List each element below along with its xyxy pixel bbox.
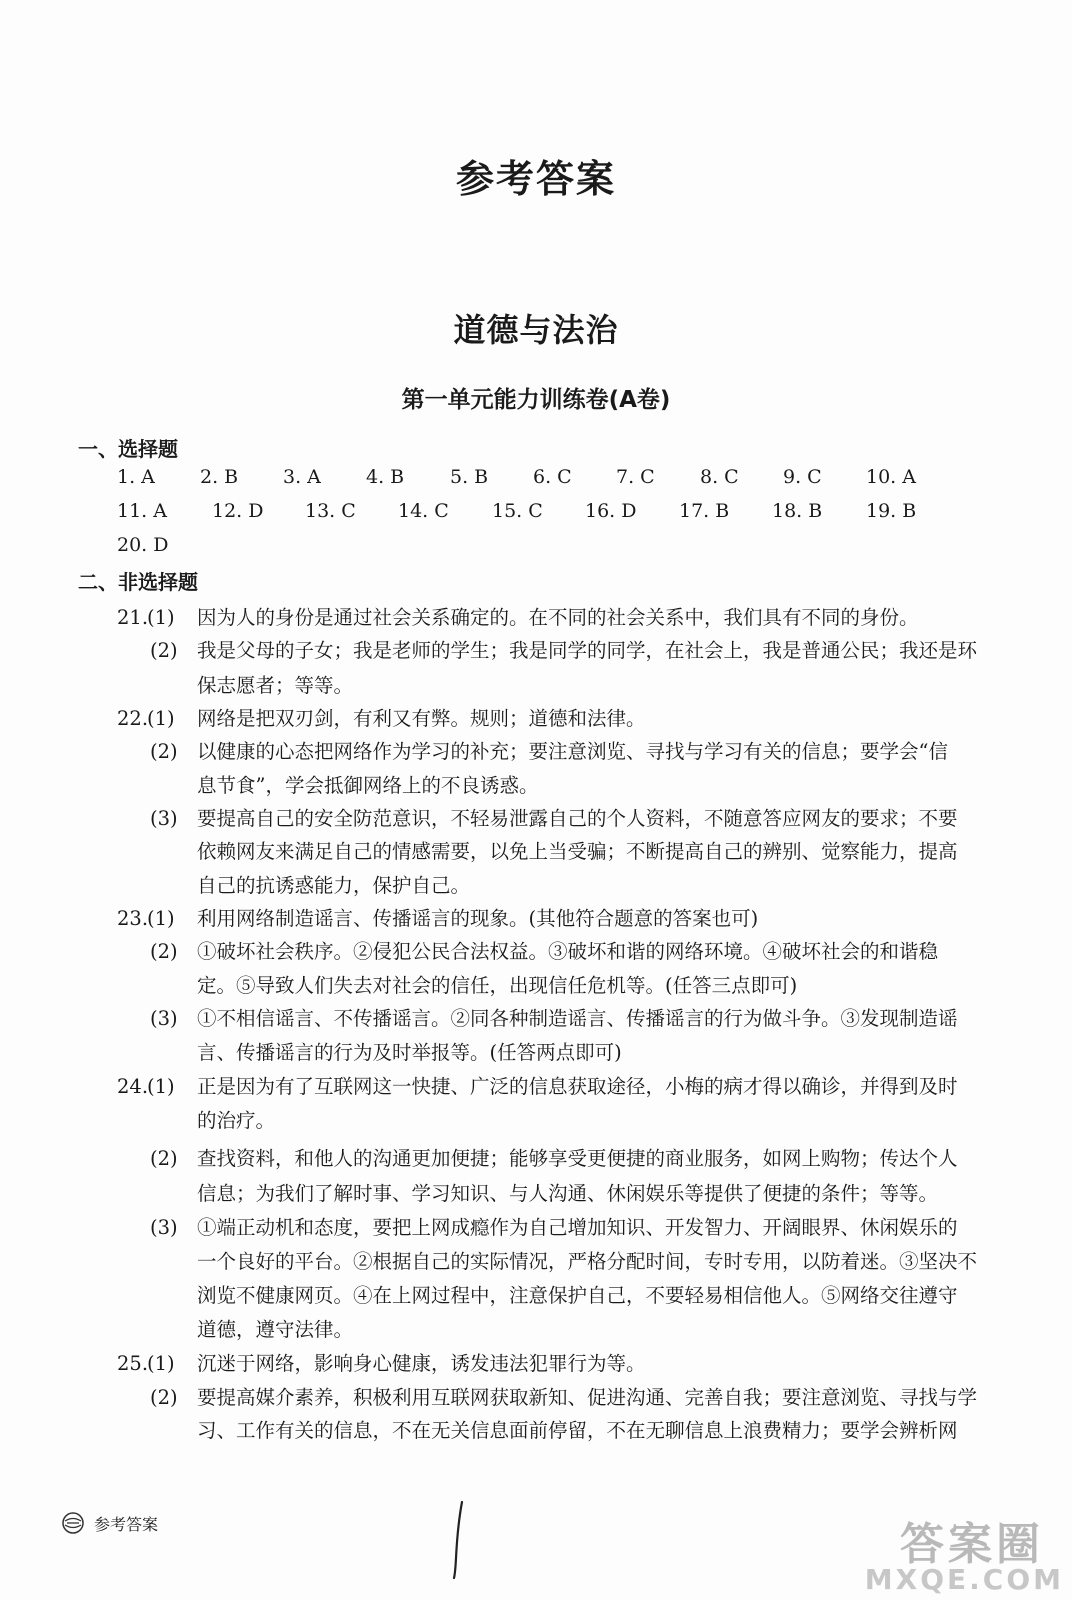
sub-question-number: (3) [150,1007,178,1030]
footer-label: 参考答案 [94,1514,159,1534]
answer-line [0,768,1072,804]
sub-question-number: (2) [150,639,178,662]
answer-text: 信息；为我们了解时事、学习知识、与人沟通、休闲娱乐等提供了便捷的条件；等等。 [197,1182,939,1205]
answer-line [0,701,1072,737]
answer-line [0,1141,1072,1177]
answer-line [0,868,1072,904]
mc-answer: 17. B [679,500,730,522]
question-number: 22. [117,707,149,730]
sub-question-number: (1) [147,1075,175,1098]
watermark-url-text: MXQE.COM [864,1563,1064,1596]
sub-question-number: (3) [150,807,178,830]
sub-question-number: (2) [150,1386,178,1409]
answer-line [0,901,1072,937]
answer-line [0,1244,1072,1280]
answer-text: 道德，遵守法律。 [197,1318,354,1341]
answer-text: 网络是把双刃剑，有利又有弊。规则；道德和法律。 [197,707,646,730]
mc-answer: 3. A [283,466,321,488]
watermark-logo-text: 答案圈 [900,1519,1044,1570]
mc-answer: 1. A [117,466,155,488]
mc-answer: 6. C [533,466,572,488]
answer-text: 言、传播谣言的行为及时举报等。(任答两点即可) [197,1041,622,1064]
answer-line [0,801,1072,837]
subject-title: 道德与法治 [453,311,619,349]
sub-question-number: (2) [150,940,178,963]
answer-line [0,1035,1072,1071]
site-watermark [819,1508,1064,1596]
answer-text: 浏览不健康网页。④在上网过程中，注意保护自己，不要轻易相信他人。⑤网络交往遵守 [197,1284,958,1307]
unit-title: 第一单元能力训练卷(A卷) [401,387,671,413]
page-title: 参考答案 [455,156,616,201]
answer-line [0,834,1072,870]
mc-answer: 14. C [398,500,449,522]
answer-text: 息节食”，学会抵御网络上的不良诱惑。 [197,774,539,797]
answer-line [0,1210,1072,1246]
sub-question-number: (2) [150,1147,178,1170]
answer-text: 习、工作有关的信息，不在无关信息面前停留，不在无聊信息上浪费精力；要学会辨析网 [197,1419,958,1442]
answer-line [0,1001,1072,1037]
handwritten-page-mark [448,1498,468,1580]
answer-line [0,1380,1072,1416]
answer-text: ①端正动机和态度，要把上网成瘾作为自己增加知识、开发智力、开阔眼界、休闲娱乐的 [197,1216,958,1239]
sub-question-number: (2) [150,740,178,763]
answer-text: 定。⑤导致人们失去对社会的信任，出现信任危机等。(任答三点即可) [197,974,798,997]
sub-question-number: (1) [147,707,175,730]
answer-text: ①不相信谣言、不传播谣言。②同各种制造谣言、传播谣言的行为做斗争。③发现制造谣 [197,1007,958,1030]
question-number: 24. [117,1075,149,1098]
mc-answer: 13. C [305,500,356,522]
answer-line [0,1278,1072,1314]
mc-answer: 15. C [492,500,543,522]
sub-question-number: (1) [147,606,175,629]
answer-text: ①破坏社会秩序。②侵犯公民合法权益。③破坏和谐的网络环境。④破坏社会的和谐稳 [197,940,939,963]
page-footer [62,1510,158,1536]
answer-line [0,1312,1072,1348]
mc-answer: 20. D [117,534,169,556]
answer-line [0,1069,1072,1105]
sub-question-number: (1) [147,1352,175,1375]
globe-book-icon [62,1512,84,1534]
question-number: 25. [117,1352,149,1375]
answer-line [0,934,1072,970]
answer-line [0,1103,1072,1139]
answer-text: 依赖网友来满足自己的情感需要，以免上当受骗；不断提高自己的辨别、觉察能力，提高 [197,840,958,863]
section-non-choice-title: 二、非选择题 [78,570,198,594]
mc-answer: 10. A [866,466,916,488]
answer-text: 查找资料，和他人的沟通更加便捷；能够享受更便捷的商业服务，如网上购物；传达个人 [197,1147,958,1170]
answer-line [0,633,1072,669]
section-multiple-choice-title: 一、选择题 [78,437,178,461]
answer-text: 要提高媒介素养，积极利用互联网获取新知、促进沟通、完善自我；要注意浏览、寻找与学 [197,1386,978,1409]
mc-answer: 5. B [450,466,489,488]
sub-question-number: (1) [147,907,175,930]
answer-line [0,1413,1072,1449]
answer-text: 一个良好的平台。②根据自己的实际情况，严格分配时间，专时专用，以防着迷。③坚决不 [197,1250,978,1273]
answer-text: 因为人的身份是通过社会关系确定的。在不同的社会关系中，我们具有不同的身份。 [197,606,919,629]
answer-text: 自己的抗诱惑能力，保护自己。 [197,874,471,897]
question-number: 23. [117,907,149,930]
answer-text: 我是父母的子女；我是老师的学生；我是同学的同学，在社会上，我是普通公民；我还是环 [197,639,978,662]
mc-answer: 8. C [700,466,739,488]
answer-text: 保志愿者；等等。 [197,674,354,697]
answer-line [0,1346,1072,1382]
mc-answer: 7. C [616,466,655,488]
mc-answer: 2. B [200,466,239,488]
mc-answer: 18. B [772,500,823,522]
answer-line [0,1176,1072,1212]
answer-text: 利用网络制造谣言、传播谣言的现象。(其他符合题意的答案也可) [197,907,759,930]
answer-text: 要提高自己的安全防范意识，不轻易泄露自己的个人资料，不随意答应网友的要求；不要 [197,807,958,830]
mc-answer: 19. B [866,500,917,522]
answer-text: 沉迷于网络，影响身心健康，诱发违法犯罪行为等。 [197,1352,646,1375]
answer-line [0,668,1072,704]
answer-text: 的治疗。 [197,1109,276,1132]
mc-answer: 4. B [366,466,405,488]
mc-answer: 12. D [212,500,264,522]
answer-line [0,968,1072,1004]
mc-answer: 11. A [117,500,167,522]
answer-line [0,734,1072,770]
sub-question-number: (3) [150,1216,178,1239]
question-number: 21. [117,606,149,629]
answer-line [0,600,1072,636]
mc-answer: 16. D [585,500,637,522]
answer-text: 正是因为有了互联网这一快捷、广泛的信息获取途径，小梅的病才得以确诊，并得到及时 [197,1075,958,1098]
mc-answer: 9. C [783,466,822,488]
answer-text: 以健康的心态把网络作为学习的补充；要注意浏览、寻找与学习有关的信息；要学会“信 [197,740,948,763]
